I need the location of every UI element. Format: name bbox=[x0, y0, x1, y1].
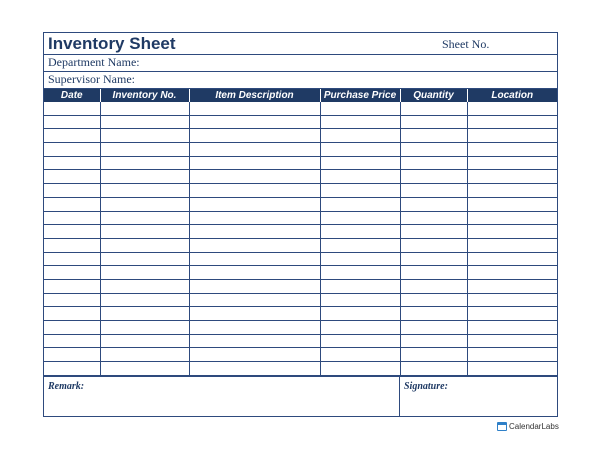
table-cell[interactable] bbox=[100, 211, 189, 225]
table-cell[interactable] bbox=[467, 197, 557, 211]
table-row bbox=[44, 211, 557, 225]
header-location: Location bbox=[467, 89, 557, 102]
table-cell[interactable] bbox=[467, 170, 557, 184]
sheet-number-label[interactable]: Sheet No. bbox=[442, 37, 490, 51]
table-cell[interactable] bbox=[320, 238, 400, 252]
table-cell[interactable] bbox=[44, 197, 100, 211]
table-cell[interactable] bbox=[400, 102, 467, 115]
table-cell[interactable] bbox=[100, 170, 189, 184]
table-row bbox=[44, 293, 557, 307]
table-cell[interactable] bbox=[320, 307, 400, 321]
table-cell[interactable] bbox=[400, 334, 467, 348]
table-cell[interactable] bbox=[44, 143, 100, 157]
table-cell[interactable] bbox=[400, 184, 467, 198]
table-cell[interactable] bbox=[189, 115, 320, 129]
table-cell[interactable] bbox=[467, 348, 557, 362]
table-row bbox=[44, 225, 557, 239]
table-cell[interactable] bbox=[400, 170, 467, 184]
table-cell[interactable] bbox=[189, 334, 320, 348]
table-cell[interactable] bbox=[320, 279, 400, 293]
table-cell[interactable] bbox=[189, 197, 320, 211]
table-cell[interactable] bbox=[44, 362, 100, 376]
table-cell[interactable] bbox=[189, 293, 320, 307]
table-cell[interactable] bbox=[100, 307, 189, 321]
table-cell[interactable] bbox=[44, 334, 100, 348]
table-cell[interactable] bbox=[467, 307, 557, 321]
table-cell[interactable] bbox=[467, 293, 557, 307]
table-cell[interactable] bbox=[400, 143, 467, 157]
table-cell[interactable] bbox=[467, 334, 557, 348]
table-cell[interactable] bbox=[100, 184, 189, 198]
signature-label[interactable]: Signature: bbox=[404, 381, 448, 392]
table-cell[interactable] bbox=[189, 307, 320, 321]
table-cell[interactable] bbox=[400, 211, 467, 225]
table-cell[interactable] bbox=[400, 307, 467, 321]
table-cell[interactable] bbox=[467, 225, 557, 239]
table-cell[interactable] bbox=[189, 129, 320, 143]
table-cell[interactable] bbox=[100, 225, 189, 239]
table-row bbox=[44, 348, 557, 362]
table-cell[interactable] bbox=[44, 266, 100, 280]
table-row bbox=[44, 170, 557, 184]
table-cell[interactable] bbox=[189, 266, 320, 280]
table-cell[interactable] bbox=[320, 129, 400, 143]
table-cell[interactable] bbox=[320, 197, 400, 211]
table-cell[interactable] bbox=[44, 321, 100, 335]
table-cell[interactable] bbox=[467, 266, 557, 280]
table-cell[interactable] bbox=[320, 293, 400, 307]
table-cell[interactable] bbox=[467, 129, 557, 143]
table-cell[interactable] bbox=[100, 102, 189, 115]
table-cell[interactable] bbox=[400, 115, 467, 129]
table-cell[interactable] bbox=[44, 293, 100, 307]
department-row[interactable] bbox=[44, 54, 557, 72]
table-cell[interactable] bbox=[44, 252, 100, 266]
inventory-sheet bbox=[43, 32, 558, 417]
table-cell[interactable] bbox=[400, 348, 467, 362]
footer-row bbox=[44, 376, 557, 417]
calendar-icon bbox=[497, 422, 507, 431]
table-row bbox=[44, 129, 557, 143]
table-cell[interactable] bbox=[467, 143, 557, 157]
table-row bbox=[44, 143, 557, 157]
table-cell[interactable] bbox=[44, 238, 100, 252]
table-cell[interactable] bbox=[400, 238, 467, 252]
table-cell[interactable] bbox=[320, 115, 400, 129]
table-cell[interactable] bbox=[467, 279, 557, 293]
table-cell[interactable] bbox=[100, 334, 189, 348]
table-cell[interactable] bbox=[400, 129, 467, 143]
supervisor-label: Supervisor Name: bbox=[48, 72, 135, 86]
signature-divider bbox=[399, 377, 400, 417]
table-cell[interactable] bbox=[467, 211, 557, 225]
table-cell[interactable] bbox=[400, 321, 467, 335]
sheet-title: Inventory Sheet bbox=[48, 34, 176, 53]
table-cell[interactable] bbox=[44, 129, 100, 143]
table-cell[interactable] bbox=[400, 252, 467, 266]
table-cell[interactable] bbox=[100, 362, 189, 376]
table-cell[interactable] bbox=[44, 225, 100, 239]
table-cell[interactable] bbox=[320, 266, 400, 280]
table-cell[interactable] bbox=[320, 211, 400, 225]
header-quantity: Quantity bbox=[400, 89, 467, 102]
table-cell[interactable] bbox=[100, 143, 189, 157]
table-cell[interactable] bbox=[320, 362, 400, 376]
table-cell[interactable] bbox=[100, 279, 189, 293]
table-cell[interactable] bbox=[44, 348, 100, 362]
table-cell[interactable] bbox=[44, 184, 100, 198]
table-cell[interactable] bbox=[320, 143, 400, 157]
table-cell[interactable] bbox=[189, 170, 320, 184]
table-cell[interactable] bbox=[100, 129, 189, 143]
table-cell[interactable] bbox=[189, 252, 320, 266]
table-cell[interactable] bbox=[100, 156, 189, 170]
table-cell[interactable] bbox=[467, 184, 557, 198]
table-row bbox=[44, 362, 557, 376]
table-row bbox=[44, 334, 557, 348]
table-cell[interactable] bbox=[320, 348, 400, 362]
table-row bbox=[44, 156, 557, 170]
table-row bbox=[44, 321, 557, 335]
department-label: Department Name: bbox=[48, 55, 140, 69]
table-cell[interactable] bbox=[189, 225, 320, 239]
table-cell[interactable] bbox=[189, 321, 320, 335]
header-item-description: Item Description bbox=[189, 89, 320, 102]
table-cell[interactable] bbox=[44, 170, 100, 184]
table-cell[interactable] bbox=[320, 225, 400, 239]
table-cell[interactable] bbox=[320, 102, 400, 115]
table-cell[interactable] bbox=[44, 211, 100, 225]
table-cell[interactable] bbox=[44, 156, 100, 170]
table-cell[interactable] bbox=[189, 348, 320, 362]
table-cell[interactable] bbox=[467, 102, 557, 115]
table-cell[interactable] bbox=[100, 252, 189, 266]
table-cell[interactable] bbox=[320, 252, 400, 266]
remark-label[interactable]: Remark: bbox=[48, 381, 85, 392]
header-purchase-price: Purchase Price bbox=[320, 89, 400, 102]
table-row bbox=[44, 279, 557, 293]
table-cell[interactable] bbox=[320, 184, 400, 198]
table-cell[interactable] bbox=[189, 156, 320, 170]
title-row bbox=[44, 33, 557, 55]
table-cell[interactable] bbox=[320, 156, 400, 170]
table-cell[interactable] bbox=[100, 266, 189, 280]
table-cell[interactable] bbox=[44, 102, 100, 115]
table-cell[interactable] bbox=[100, 293, 189, 307]
table-cell[interactable] bbox=[467, 238, 557, 252]
table-cell[interactable] bbox=[400, 156, 467, 170]
table-cell[interactable] bbox=[320, 170, 400, 184]
table-cell[interactable] bbox=[400, 197, 467, 211]
table-cell[interactable] bbox=[400, 279, 467, 293]
table-cell[interactable] bbox=[467, 321, 557, 335]
table-header-row bbox=[44, 89, 557, 102]
table-cell[interactable] bbox=[400, 293, 467, 307]
table-cell[interactable] bbox=[189, 102, 320, 115]
header-inventory-no: Inventory No. bbox=[100, 89, 189, 102]
table-row bbox=[44, 184, 557, 198]
table-cell[interactable] bbox=[44, 115, 100, 129]
table-row bbox=[44, 102, 557, 115]
table-cell[interactable] bbox=[100, 348, 189, 362]
table-cell[interactable] bbox=[467, 115, 557, 129]
table-cell[interactable] bbox=[189, 184, 320, 198]
table-row bbox=[44, 266, 557, 280]
header-date: Date bbox=[44, 89, 100, 102]
inventory-table bbox=[44, 89, 557, 376]
table-cell[interactable] bbox=[100, 238, 189, 252]
table-cell[interactable] bbox=[44, 279, 100, 293]
table-cell[interactable] bbox=[400, 225, 467, 239]
table-cell[interactable] bbox=[189, 143, 320, 157]
table-cell[interactable] bbox=[189, 211, 320, 225]
table-row bbox=[44, 238, 557, 252]
table-row bbox=[44, 252, 557, 266]
table-cell[interactable] bbox=[189, 279, 320, 293]
supervisor-row[interactable] bbox=[44, 71, 557, 89]
table-cell[interactable] bbox=[189, 362, 320, 376]
table-cell[interactable] bbox=[467, 362, 557, 376]
table-cell[interactable] bbox=[400, 266, 467, 280]
table-body bbox=[44, 102, 557, 375]
brand-logo bbox=[497, 420, 559, 432]
table-cell[interactable] bbox=[44, 307, 100, 321]
table-cell[interactable] bbox=[467, 252, 557, 266]
brand-name: CalendarLabs bbox=[509, 421, 559, 431]
table-cell[interactable] bbox=[320, 321, 400, 335]
table-cell[interactable] bbox=[400, 362, 467, 376]
table-cell[interactable] bbox=[100, 197, 189, 211]
table-cell[interactable] bbox=[467, 156, 557, 170]
table-cell[interactable] bbox=[100, 115, 189, 129]
table-row bbox=[44, 197, 557, 211]
table-row bbox=[44, 307, 557, 321]
table-row bbox=[44, 115, 557, 129]
table-cell[interactable] bbox=[320, 334, 400, 348]
table-cell[interactable] bbox=[100, 321, 189, 335]
table-cell[interactable] bbox=[189, 238, 320, 252]
